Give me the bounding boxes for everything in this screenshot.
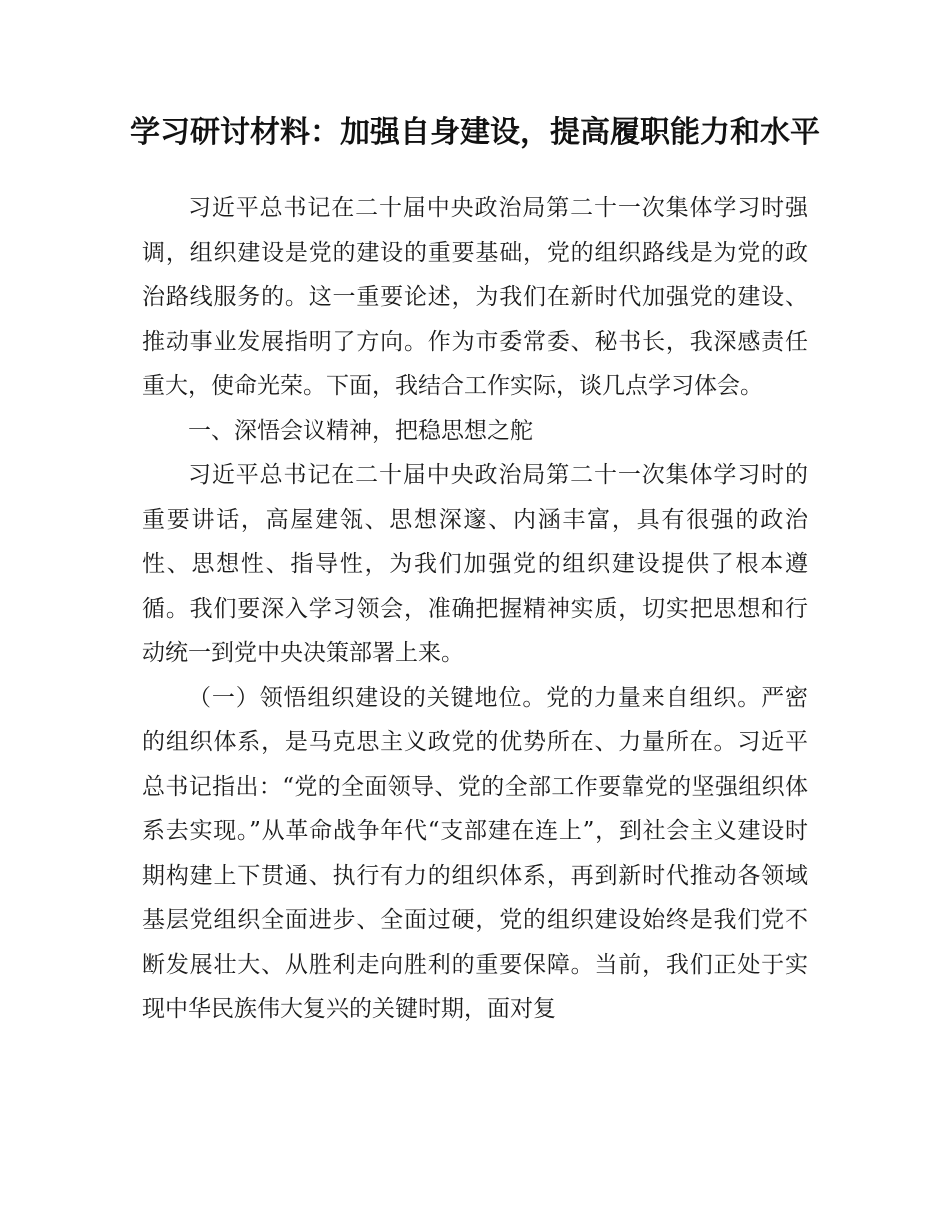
subsection-1-paragraph: （一）领悟组织建设的关键地位。党的力量来自组织。严密的组织体系，是马克思主义政党的优势所在、力量所在。习近平总书记指出：“党的全面领导、党的全部工作要靠党的坚强组织体系去实现。”从革命战争年代“支部建在连上”，到社会主义建设时期构建上下贯通、执行有力的组织体系，再到新时代推动各领域基层党组织全面进步、全面过硬，党的组织建设始终是我们党不断发展壮大、从胜利走向胜利的重要保障。当前，我们正处于实现中华民族伟大复兴的关键时期，面对复: [142, 684, 808, 1022]
section-1-paragraph: 习近平总书记在二十届中央政治局第二十一次集体学习时的重要讲话，高屋建瓴、思想深邃、内涵丰富，具有很强的政治性、思想性、指导性，为我们加强党的组织建设提供了根本遵循。我们要深入学习领会，准确把握精神实质，切实把思想和行动统一到党中央决策部署上来。: [142, 462, 808, 666]
section-heading-1: 一、深悟会议精神，把稳思想之舵: [188, 417, 533, 444]
document-title: 学习研讨材料：加强自身建设，提高履职能力和水平: [130, 115, 820, 150]
intro-paragraph: 习近平总书记在二十届中央政治局第二十一次集体学习时强调，组织建设是党的建设的重要基础，党的组织路线是为党的政治路线服务的。这一重要论述，为我们在新时代加强党的建设、推动事业发展指明了方向。作为市委常委、秘书长，我深感责任重大，使命光荣。下面，我结合工作实际，谈几点学习体会。: [142, 195, 808, 399]
document-body: [142, 186, 808, 1032]
